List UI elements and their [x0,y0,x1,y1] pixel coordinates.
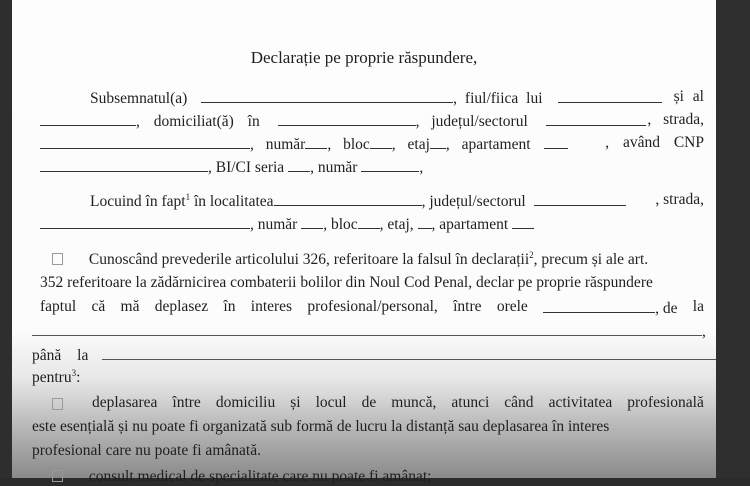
domicile-floor-field[interactable] [430,134,446,149]
declaration-line-5 [32,345,722,365]
declaration-line-1 [52,251,648,269]
word: faptul [40,298,77,315]
hours-field[interactable] [543,298,655,313]
word: că [91,298,106,315]
label-etaj-res: , etaj, [379,216,418,233]
reason-work-checkbox[interactable] [52,398,63,410]
word: domiciliu [215,394,276,411]
residence-street-field[interactable] [40,214,250,229]
label-numar-id: , număr [310,159,358,176]
label-avand-cnp: , având CNP [605,134,704,151]
word: interes [250,298,293,315]
residence-block-field[interactable] [358,214,380,229]
domicile-street-field[interactable] [40,134,250,149]
domicile-block-field[interactable] [370,134,392,149]
label-la-2: la [77,347,89,364]
id-number-field[interactable] [361,157,419,172]
domicile-apartment-field[interactable] [544,134,568,149]
label-domiciliat: , domiciliat(ă) în [136,113,260,130]
reason-2-text: consult medical de specialitate care nu poate fi amânat; [88,468,432,485]
cnp-field[interactable] [40,157,208,172]
residence-line-1 [90,191,704,211]
identity-line-4 [40,157,423,177]
identity-line-3 [40,134,704,154]
declaration-line-6 [32,369,80,387]
identity-line-2 [40,111,704,131]
declaration-checkbox[interactable] [52,253,63,265]
reason-1-line-2 [32,418,609,436]
footnote-1: 1 [185,192,191,202]
word: activitatea [548,394,613,411]
father-name-field[interactable] [558,88,662,103]
label-numar-res: , număr [250,216,298,233]
word: muncă, [391,394,437,411]
residence-apartment-field[interactable] [512,214,534,229]
id-series-field[interactable] [288,157,310,172]
reason-1-text-2: este esențială și nu poate fi organizată sub formă de lucru la distanță sau deplasarea în interes [32,418,610,435]
label-apartament-res: , apartament [431,216,509,233]
word: mă [120,298,140,315]
label-de: , de [655,300,678,317]
residence-locality-field[interactable] [274,191,422,206]
document-page [12,0,716,485]
comma: , [702,323,706,340]
declaration-line-3 [40,298,704,318]
residence-line-2 [40,214,534,234]
label-bloc: , bloc [327,136,370,153]
document-title: Declarație pe proprie răspundere, [250,48,478,67]
label-fiul: , fiul/fiica lui [453,90,543,107]
word: deplasarea [92,394,158,411]
reason-medical-checkbox[interactable] [52,470,63,482]
word: locul [315,394,347,411]
declaration-text-a: Cunoscând prevederile articolului 326, referitoare la falsul în declarații [88,251,530,268]
word: de [361,394,377,411]
label-etaj: , etaj [391,136,430,153]
declaration-text-2: 352 referitoare la zădărnicirea combaterii bolilor din Noul Cod Penal, declar pe proprie răspundere [40,274,653,291]
label-judetul-res: , județul/sectorul [421,193,526,210]
domicile-locality-field[interactable] [278,111,416,126]
footnote-2: 2 [529,250,534,260]
label-pentru: pentru [32,369,72,386]
reason-1-line-1 [52,394,704,412]
declaration-text-b: , precum și ale art. [533,251,649,268]
reason-1-text-3: profesional care nu poate fi amânată. [32,442,261,459]
word: în [223,298,236,315]
residence-floor-field[interactable] [418,214,432,229]
word: orele [496,298,528,315]
word: între [453,298,482,315]
residence-county-field[interactable] [534,191,626,206]
colon: : [76,369,81,386]
label-apartament: , apartament [445,136,531,153]
domicile-number-field[interactable] [305,134,327,149]
domicile-county-field[interactable] [546,111,646,126]
word: atunci [451,394,490,411]
word: și [290,394,301,411]
label-comma: , [419,159,424,176]
declaration-line-4 [32,321,706,341]
to-address-field[interactable] [102,345,722,360]
word: profesională [627,394,704,411]
from-address-field[interactable] [32,321,702,336]
word: profesional/personal, [307,298,438,315]
word: între [172,394,201,411]
label-localitatea: în localitatea [190,193,274,210]
label-strada-res: , strada, [655,191,704,208]
declaration-line-2 [40,274,653,292]
word: deplasez [154,298,209,315]
identity-line-1 [90,88,704,108]
reason-1-line-3 [32,442,261,460]
viewer-right-margin [716,0,750,478]
label-numar: , număr [250,136,306,153]
name-field[interactable] [201,88,453,103]
residence-number-field[interactable] [301,214,323,229]
label-strada: , strada, [647,111,704,128]
label-bloc-res: , bloc [323,216,358,233]
label-si-al: și al [673,88,704,105]
mother-name-field[interactable] [40,111,136,126]
label-pana: până [32,347,62,364]
label-la: la [692,298,704,315]
footnote-3: 3 [71,368,77,378]
label-locuind: Locuind în fapt [90,193,186,210]
reason-2-line-1 [52,468,431,486]
word: când [504,394,534,411]
label-subsemnatul: Subsemnatul(a) [90,90,188,107]
label-judetul: , județul/sectorul [415,113,528,130]
label-bici-seria: , BI/CI seria [208,159,285,176]
